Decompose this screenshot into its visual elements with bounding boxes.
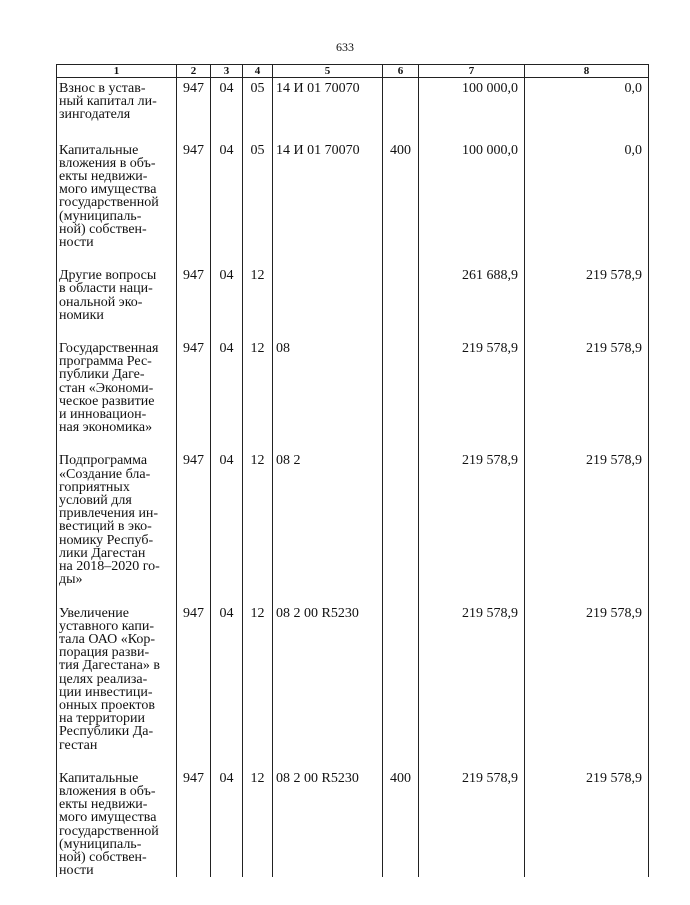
row-name-line: екты недвижи- [59,797,148,813]
row-name-line: привлечения ин- [59,506,159,522]
header-col-5: 5 [273,65,383,78]
row-target-article-code: 08 2 00 R5230 [273,587,383,752]
row-name-line: (муниципаль- [59,208,142,224]
row-amount-2020: 219 578,9 [525,752,649,878]
row-section-code: 04 [211,322,243,434]
table-row [57,752,649,878]
row-subsection-code: 12 [243,587,273,752]
row-name-line: «Создание бла- [59,466,151,482]
table-row [57,587,649,752]
row-expense-type-code [383,249,419,322]
row-name-line: Республики Да- [59,724,154,740]
row-name-line: Капитальные [59,770,139,786]
row-name-cell [57,752,177,878]
row-subsection-code: 12 [243,322,273,434]
budget-table [56,64,649,877]
row-ministry-code: 947 [177,752,211,878]
row-ministry-code: 947 [177,322,211,434]
table-header [57,65,649,78]
row-amount-2019: 219 578,9 [419,752,525,878]
row-name-line: ный капитал ли- [59,94,157,110]
row-subsection-code: 05 [243,78,273,122]
row-amount-2019: 100 000,0 [419,122,525,250]
header-col-4: 4 [243,65,273,78]
row-name-line: вложения в объ- [59,783,156,799]
row-name-line: стан «Экономи- [59,380,154,396]
row-name-cell [57,122,177,250]
row-name-line: ности [59,235,94,251]
row-name-line: ды» [59,572,83,588]
row-target-article-code: 14 И 01 70070 [273,122,383,250]
row-name-line: целях реализа- [59,671,148,687]
row-target-article-code [273,249,383,322]
row-amount-2019: 219 578,9 [419,587,525,752]
row-name-line: онных проектов [59,697,155,713]
table-row [57,434,649,586]
header-col-7: 7 [419,65,525,78]
row-target-article-code: 08 2 00 R5230 [273,752,383,878]
row-name-line: Взнос в устав- [59,81,146,96]
header-col-2: 2 [177,65,211,78]
row-name-line: номики [59,307,104,323]
row-name-line: номику Респуб- [59,532,154,548]
row-expense-type-code [383,434,419,586]
header-col-8: 8 [525,65,649,78]
row-name-line: и инновацион- [59,407,147,423]
row-name-line: Другие вопросы [59,268,157,284]
row-ministry-code: 947 [177,587,211,752]
row-name-line: на 2018–2020 го- [59,559,160,575]
row-name-line: гоприятных [59,479,130,495]
row-name-line: Капитальные [59,142,139,158]
row-name-line: вестиций в эко- [59,519,152,535]
row-name-line: ции инвестици- [59,684,153,700]
row-amount-2020: 219 578,9 [525,249,649,322]
row-name-line: Увеличение [59,605,130,621]
row-name-cell [57,249,177,322]
row-subsection-code: 12 [243,434,273,586]
row-name-line: публики Даге- [59,367,145,383]
row-name-line: ная экономика» [59,420,153,436]
row-name-line: ности [59,863,94,879]
table-row [57,322,649,434]
page-number: 633 [336,40,354,54]
row-name-line: зингодателя [59,107,131,123]
row-name-line: на территории [59,711,145,727]
row-name-line: мого имущества [59,182,157,198]
table-body [57,78,649,878]
row-amount-2019: 261 688,9 [419,249,525,322]
row-amount-2019: 100 000,0 [419,78,525,122]
row-name-cell [57,587,177,752]
row-name-line: уставного капи- [59,618,154,634]
row-amount-2020: 219 578,9 [525,322,649,434]
row-amount-2019: 219 578,9 [419,322,525,434]
row-subsection-code: 12 [243,752,273,878]
row-expense-type-code: 400 [383,122,419,250]
row-ministry-code: 947 [177,434,211,586]
row-section-code: 04 [211,434,243,586]
row-expense-type-code: 400 [383,752,419,878]
row-amount-2020: 219 578,9 [525,587,649,752]
row-name-line: екты недвижи- [59,169,148,185]
row-expense-type-code [383,322,419,434]
header-row [57,65,649,78]
row-amount-2020: 219 578,9 [525,434,649,586]
row-subsection-code: 05 [243,122,273,250]
row-name-line: мого имущества [59,810,157,826]
row-ministry-code: 947 [177,122,211,250]
row-target-article-code: 08 [273,322,383,434]
row-name-cell [57,78,177,122]
header-col-1: 1 [57,65,177,78]
row-name-line: ной) собствен- [59,221,147,237]
row-amount-2020: 0,0 [525,78,649,122]
table-row [57,249,649,322]
row-name-line: гестан [59,737,98,753]
row-expense-type-code [383,78,419,122]
header-col-3: 3 [211,65,243,78]
table-row [57,78,649,122]
row-name-line: порация разви- [59,645,150,661]
row-name-line: государственной [59,823,159,839]
row-name-line: государственной [59,195,159,211]
row-name-line: (муниципаль- [59,836,142,852]
row-ministry-code: 947 [177,249,211,322]
row-amount-2019: 219 578,9 [419,434,525,586]
row-name-line: программа Рес- [59,354,152,370]
row-name-line: условий для [59,493,132,509]
header-col-6: 6 [383,65,419,78]
row-target-article-code: 14 И 01 70070 [273,78,383,122]
row-name-cell [57,434,177,586]
row-name-line: в области наци- [59,281,153,297]
table-row [57,122,649,250]
row-subsection-code: 12 [243,249,273,322]
row-name-line: Государственная [59,341,159,357]
row-name-line: ональной эко- [59,294,143,310]
row-amount-2020: 0,0 [525,122,649,250]
row-name-line: вложения в объ- [59,155,156,171]
row-name-line: тала ОАО «Кор- [59,631,156,647]
row-name-line: Подпрограмма [59,453,148,469]
row-section-code: 04 [211,78,243,122]
row-name-cell [57,322,177,434]
row-target-article-code: 08 2 [273,434,383,586]
row-name-line: ной) собствен- [59,849,147,865]
row-ministry-code: 947 [177,78,211,122]
row-expense-type-code [383,587,419,752]
row-section-code: 04 [211,122,243,250]
row-name-line: лики Дагестан [59,545,146,561]
row-section-code: 04 [211,587,243,752]
row-name-line: ческое развитие [59,393,155,409]
row-name-line: тия Дагестана» в [59,658,160,674]
row-section-code: 04 [211,249,243,322]
row-section-code: 04 [211,752,243,878]
